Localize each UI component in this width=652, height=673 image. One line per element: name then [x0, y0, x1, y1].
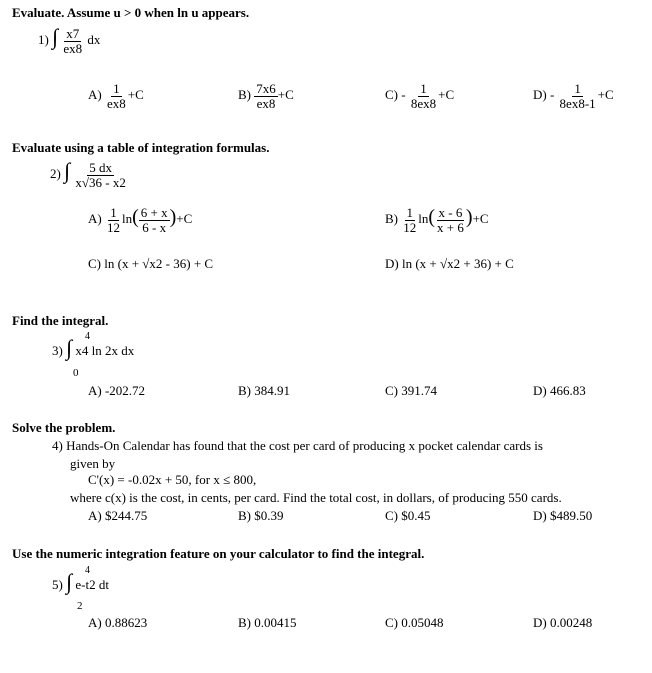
q5-choice-b[interactable]: B) 0.00415	[238, 615, 297, 630]
section-heading-4: Solve the problem.	[12, 420, 116, 435]
section-heading-5: Use the numeric integration feature on your calculator to find the integral.	[12, 546, 425, 561]
lower-limit: 2	[77, 600, 83, 612]
right-paren: )	[465, 206, 473, 229]
coefficient	[401, 206, 418, 234]
integrand-fraction	[73, 161, 127, 189]
denominator: ex8	[106, 95, 126, 111]
q4-choice-a[interactable]: A) $244.75	[88, 508, 148, 523]
denominator: 12	[403, 219, 417, 235]
constant: +C	[597, 87, 614, 103]
coefficient	[105, 206, 122, 234]
numerator: x7	[66, 25, 80, 41]
choice-label: C) -	[385, 87, 406, 103]
q1-choice-d[interactable]	[533, 82, 614, 110]
integrand-fraction	[61, 27, 84, 55]
left-paren: (	[428, 206, 436, 229]
lower-limit: 0	[73, 367, 79, 379]
denominator: ex8	[63, 40, 83, 56]
question-4-text-3: where c(x) is the cost, in cents, per card. Find the total cost, in dollars, of producing 550 cards.	[70, 490, 562, 505]
integral-sign: ∫	[64, 158, 71, 183]
choice-label: B)	[238, 87, 251, 103]
left-paren: (	[132, 206, 139, 229]
choice-label: D) -	[533, 87, 555, 103]
integral-sign: ∫	[66, 335, 73, 360]
q4-choice-b[interactable]: B) $0.39	[238, 508, 284, 523]
integral-sign: ∫	[66, 569, 73, 594]
choice-fraction	[105, 82, 128, 110]
denominator: 8ex8-1	[559, 95, 596, 111]
question-number: 5)	[52, 577, 63, 592]
q3-choice-b[interactable]: B) 384.91	[238, 383, 290, 398]
argument-fraction	[139, 206, 170, 234]
integrand: e-t2 dt	[75, 577, 109, 592]
denominator: x + 6	[437, 219, 464, 235]
q1-choice-c[interactable]	[385, 82, 454, 110]
constant: +C	[127, 87, 144, 103]
choice-fraction	[558, 82, 598, 110]
q3-choice-c[interactable]: C) 391.74	[385, 383, 437, 398]
numerator: 5 dx	[89, 159, 112, 175]
q2-choice-b[interactable]	[385, 206, 489, 234]
denominator: 6 - x	[142, 219, 167, 235]
constant: +C	[176, 211, 193, 227]
choice-label: A)	[88, 211, 102, 227]
question-5	[52, 571, 109, 593]
numerator: 1	[420, 81, 427, 96]
ln-function: ln	[121, 211, 133, 227]
question-number: 3)	[52, 343, 63, 358]
question-3	[52, 337, 134, 359]
numerator: 1	[110, 205, 117, 220]
denominator: 8ex8	[410, 95, 437, 111]
numerator: x - 6	[438, 205, 463, 220]
integrand: x4 ln 2x dx	[75, 343, 135, 358]
section-heading-3: Find the integral.	[12, 313, 109, 328]
choice-label: B)	[385, 211, 398, 227]
q5-choice-d[interactable]: D) 0.00248	[533, 615, 593, 630]
numerator: 1	[406, 205, 413, 220]
question-4-formula: C'(x) = -0.02x + 50, for x ≤ 800,	[88, 472, 257, 487]
question-4-text-2: given by	[70, 456, 116, 471]
numerator: 7x6	[256, 81, 276, 96]
q1-choice-b[interactable]	[238, 82, 294, 110]
upper-limit: 4	[85, 331, 90, 342]
question-number: 1)	[38, 32, 49, 47]
q3-choice-a[interactable]: A) -202.72	[88, 383, 146, 398]
q5-choice-a[interactable]: A) 0.88623	[88, 615, 148, 630]
section-heading-2: Evaluate using a table of integration formulas.	[12, 140, 270, 155]
numerator: 1	[574, 81, 581, 96]
constant: +C	[472, 211, 489, 227]
right-paren: )	[169, 206, 177, 229]
constant: +C	[277, 87, 294, 103]
q2-choice-c[interactable]: C) ln (x + √x2 - 36) + C	[88, 256, 214, 271]
integral-sign: ∫	[52, 24, 59, 49]
q3-choice-d[interactable]: D) 466.83	[533, 383, 586, 398]
question-4-text: 4) Hands-On Calendar has found that the cost per card of producing x pocket calendar cards is	[52, 438, 543, 453]
q4-choice-c[interactable]: C) $0.45	[385, 508, 431, 523]
numerator: 6 + x	[140, 205, 168, 220]
constant: +C	[438, 87, 455, 103]
numerator: 1	[113, 81, 120, 96]
ln-function: ln	[418, 211, 429, 227]
argument-fraction	[435, 206, 466, 234]
upper-limit: 4	[85, 565, 90, 576]
denominator: 12	[106, 219, 120, 235]
denominator: x√36 - x2	[75, 174, 126, 190]
differential: dx	[87, 32, 101, 47]
section-heading-1: Evaluate. Assume u > 0 when ln u appears.	[12, 5, 250, 20]
q5-choice-c[interactable]: C) 0.05048	[385, 615, 444, 630]
question-number: 2)	[50, 166, 61, 181]
question-1	[38, 26, 100, 55]
choice-fraction	[254, 82, 278, 110]
choice-label: A)	[88, 87, 102, 103]
question-2	[50, 160, 128, 189]
choice-fraction	[409, 82, 438, 110]
denominator: ex8	[256, 95, 276, 111]
q2-choice-a[interactable]	[88, 206, 192, 234]
q2-choice-d[interactable]: D) ln (x + √x2 + 36) + C	[385, 256, 514, 271]
q4-choice-d[interactable]: D) $489.50	[533, 508, 593, 523]
q1-choice-a[interactable]	[88, 82, 144, 110]
